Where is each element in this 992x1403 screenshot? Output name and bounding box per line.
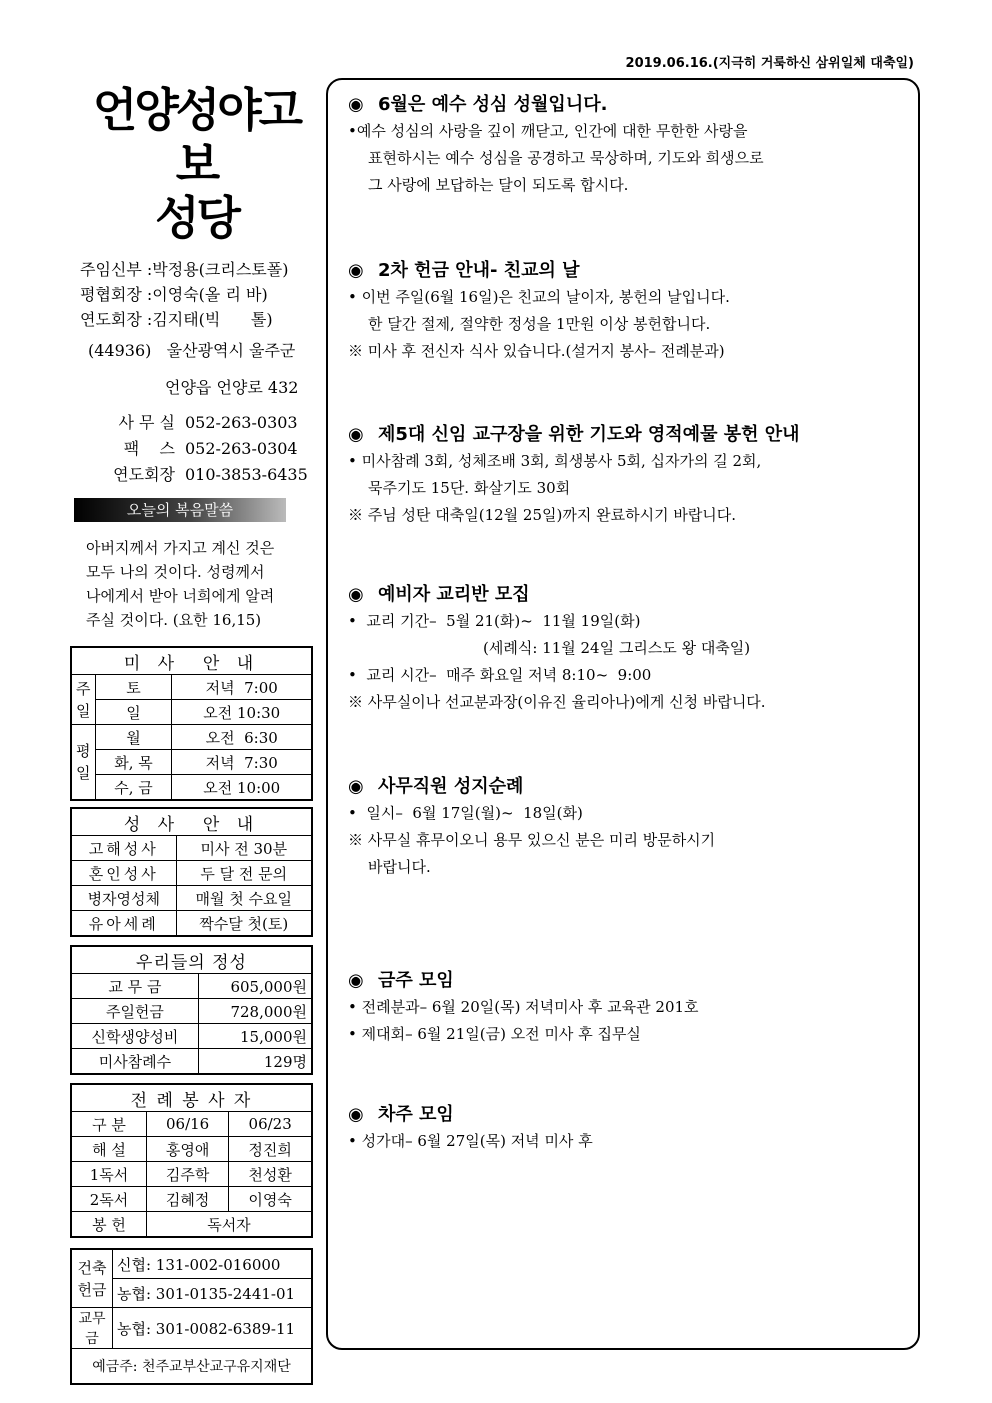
phone-label: 팩 스 bbox=[123, 439, 175, 458]
address-line2: 언양읍 언양로 432 bbox=[165, 378, 299, 397]
mass-schedule-title: 미 사 안 내 bbox=[71, 647, 312, 675]
bullet-icon: ◉ bbox=[348, 584, 364, 605]
account-holder: 예금주: 천주교부산교구유지재단 bbox=[71, 1349, 312, 1385]
liturgy-minister: 이영숙 bbox=[229, 1187, 312, 1212]
staff-council-president: 평협회장 :이영숙(올 리 바) bbox=[80, 285, 268, 304]
notice-title: 사무직원 성지순례 bbox=[378, 776, 524, 797]
sacrament-title: 성 사 안 내 bbox=[71, 808, 312, 836]
notice-line: • 제대회– 6월 21일(금) 오전 미사 후 집무실 bbox=[348, 1025, 641, 1043]
parish-title bbox=[78, 83, 315, 245]
notice-line: 한 달간 절제, 절약한 정성을 1만원 이상 봉헌합니다. bbox=[368, 315, 711, 333]
notice-title: 차주 모임 bbox=[378, 1104, 454, 1125]
notice-line: • 이번 주일(6월 16일)은 친교의 날이자, 봉헌의 날입니다. bbox=[348, 288, 730, 306]
notice-heading bbox=[348, 968, 908, 994]
offering-table bbox=[70, 945, 313, 1075]
notice-title: 금주 모임 bbox=[378, 970, 454, 991]
sunday-label: 주일 bbox=[71, 675, 95, 725]
offering-amount: 129명 bbox=[198, 1049, 312, 1075]
address-line1: (44936) 울산광역시 울주군 bbox=[88, 341, 296, 360]
notice-heading bbox=[348, 258, 908, 284]
notice-line: ※ 미사 후 전신자 식사 있습니다.(설거지 봉사– 전례분과) bbox=[348, 342, 725, 360]
liturgy-minister: 김혜정 bbox=[146, 1187, 228, 1212]
liturgy-col-header: 06/23 bbox=[229, 1112, 312, 1137]
left-column bbox=[70, 75, 315, 1385]
offering-item: 교 무 금 bbox=[71, 974, 198, 999]
mass-day: 화, 목 bbox=[95, 750, 172, 775]
mass-day: 일 bbox=[95, 700, 172, 725]
notice-heading bbox=[348, 422, 908, 448]
notice-line: • 미사참례 3회, 성체조배 3회, 희생봉사 5회, 십자가의 길 2회, bbox=[348, 452, 762, 470]
offering-item: 신학생양성비 bbox=[71, 1024, 198, 1049]
liturgy-table bbox=[70, 1083, 313, 1238]
phone-number: 052-263-0304 bbox=[185, 439, 298, 458]
phone-number: 010-3853-6435 bbox=[185, 465, 308, 484]
notice-section bbox=[348, 422, 908, 529]
bullet-icon: ◉ bbox=[348, 424, 364, 445]
notice-section bbox=[348, 774, 908, 881]
notice-line: • 일시– 6월 17일(월)~ 18일(화) bbox=[348, 804, 583, 822]
liturgy-offertory: 독서자 bbox=[146, 1212, 312, 1238]
offering-amount: 605,000원 bbox=[198, 974, 312, 999]
phone-label: 사 무 실 bbox=[118, 413, 175, 432]
notice-title: 2차 헌금 안내- 친교의 날 bbox=[378, 260, 580, 281]
mass-day: 월 bbox=[95, 725, 172, 750]
notice-line: (세례식: 11월 24일 그리스도 왕 대축일) bbox=[483, 639, 751, 657]
notice-section bbox=[348, 582, 908, 716]
weekday-label: 평일 bbox=[71, 725, 95, 801]
liturgy-role: 2독서 bbox=[71, 1187, 146, 1212]
mass-time: 오전 10:30 bbox=[172, 700, 312, 725]
notice-section bbox=[348, 1102, 908, 1155]
notice-line: ※ 사무실 휴무이오니 용무 있으신 분은 미리 방문하시기 bbox=[348, 831, 716, 849]
gospel-line: 나에게서 받아 너희에게 알려 bbox=[86, 587, 275, 605]
tithe-label: 교무금 bbox=[71, 1308, 113, 1349]
bullet-icon: ◉ bbox=[348, 94, 364, 115]
notice-heading bbox=[348, 92, 908, 118]
account-table bbox=[70, 1248, 313, 1385]
notice-line: ※ 주님 성탄 대축일(12월 25일)까지 완료하시기 바랍니다. bbox=[348, 506, 737, 524]
gospel-text bbox=[70, 536, 296, 632]
building-account: 신협: 131-002-016000 bbox=[113, 1249, 313, 1279]
address bbox=[70, 332, 315, 406]
notice-heading bbox=[348, 774, 908, 800]
mass-time: 오전 10:00 bbox=[172, 775, 312, 801]
notice-line: • 전례분과– 6월 20일(목) 저녁미사 후 교육관 201호 bbox=[348, 998, 699, 1016]
offering-title: 우리들의 정성 bbox=[71, 946, 312, 974]
phone-row bbox=[70, 436, 315, 462]
mass-time: 저녁 7:00 bbox=[172, 675, 312, 700]
notice-title: 예비자 교리반 모집 bbox=[378, 584, 530, 605]
bullet-icon: ◉ bbox=[348, 260, 364, 281]
bullet-icon: ◉ bbox=[348, 776, 364, 797]
notice-line: • 성가대– 6월 27일(목) 저녁 미사 후 bbox=[348, 1132, 593, 1150]
offering-item: 주일헌금 bbox=[71, 999, 198, 1024]
building-fund-label: 건축 헌금 bbox=[71, 1249, 113, 1308]
gospel-line: 주실 것이다. (요한 16,15) bbox=[86, 611, 262, 629]
notice-heading bbox=[348, 1102, 908, 1128]
offering-item: 미사참례수 bbox=[71, 1049, 198, 1075]
staff-pastor: 주임신부 :박정용(크리스토폴) bbox=[80, 260, 289, 279]
liturgy-col-header: 구 분 bbox=[71, 1112, 146, 1137]
sacrament-name: 혼인성사 bbox=[71, 861, 176, 886]
sacrament-info: 매월 첫 수요일 bbox=[176, 886, 312, 911]
staff-prayer-president: 연도회장 :김지태(빅 톨) bbox=[80, 310, 273, 329]
notice-line: 표현하시는 예수 성심을 공경하고 묵상하며, 기도와 희생으로 bbox=[368, 149, 764, 167]
sacrament-name: 병자영성체 bbox=[71, 886, 176, 911]
mass-time: 저녁 7:30 bbox=[172, 750, 312, 775]
gospel-line: 모두 나의 것이다. 성령께서 bbox=[86, 563, 265, 581]
sacrament-info: 두 달 전 문의 bbox=[176, 861, 312, 886]
liturgy-title: 전 례 봉 사 자 bbox=[71, 1084, 312, 1112]
notice-title: 제5대 신임 교구장을 위한 기도와 영적예물 봉헌 안내 bbox=[378, 424, 800, 445]
offering-amount: 728,000원 bbox=[198, 999, 312, 1024]
notice-section bbox=[348, 258, 908, 365]
mass-time: 오전 6:30 bbox=[172, 725, 312, 750]
bulletin-date: 2019.06.16.(지극히 거룩하신 삼위일체 대축일) bbox=[625, 56, 914, 71]
notice-section bbox=[348, 968, 908, 1048]
notice-line: 바랍니다. bbox=[368, 858, 431, 876]
notice-heading bbox=[348, 582, 908, 608]
phone-number: 052-263-0303 bbox=[185, 413, 298, 432]
phone-row bbox=[70, 462, 315, 488]
liturgy-minister: 천성환 bbox=[229, 1162, 312, 1187]
mass-day: 수, 금 bbox=[95, 775, 172, 801]
parish-title-line2: 성당 bbox=[155, 191, 238, 245]
notice-line: ※ 사무실이나 선교분과장(이유진 율리아나)에게 신청 바랍니다. bbox=[348, 693, 766, 711]
liturgy-minister: 정진희 bbox=[229, 1137, 312, 1162]
liturgy-minister: 홍영애 bbox=[146, 1137, 228, 1162]
mass-day: 토 bbox=[95, 675, 172, 700]
liturgy-minister: 김주학 bbox=[146, 1162, 228, 1187]
building-account: 농협: 301-0135-2441-01 bbox=[113, 1279, 313, 1308]
gospel-heading: 오늘의 복음말씀 bbox=[74, 498, 286, 522]
notice-line: • 교리 시간– 매주 화요일 저녁 8:10~ 9:00 bbox=[348, 666, 652, 684]
liturgy-role: 봉 헌 bbox=[71, 1212, 146, 1238]
sacrament-info: 짝수달 첫(토) bbox=[176, 911, 312, 937]
sacrament-info: 미사 전 30분 bbox=[176, 836, 312, 861]
notice-title: 6월은 예수 성심 성월입니다. bbox=[378, 94, 608, 115]
offering-amount: 15,000원 bbox=[198, 1024, 312, 1049]
notice-section bbox=[348, 92, 908, 199]
bullet-icon: ◉ bbox=[348, 1104, 364, 1125]
phone-row bbox=[70, 410, 315, 436]
mass-schedule-table bbox=[70, 646, 313, 801]
notice-line: 묵주기도 15단. 화살기도 30회 bbox=[368, 479, 571, 497]
phone-label: 연도회장 bbox=[113, 465, 175, 484]
staff-list bbox=[70, 257, 315, 332]
liturgy-role: 해 설 bbox=[71, 1137, 146, 1162]
phone-list bbox=[70, 410, 315, 488]
liturgy-col-header: 06/16 bbox=[146, 1112, 228, 1137]
notice-line: • 교리 기간– 5월 21(화)~ 11월 19일(화) bbox=[348, 612, 641, 630]
tithe-account: 농협: 301-0082-6389-11 bbox=[113, 1308, 313, 1349]
bullet-icon: ◉ bbox=[348, 970, 364, 991]
sacrament-table bbox=[70, 807, 313, 937]
parish-title-line1: 언양성야고보 bbox=[92, 83, 301, 191]
gospel-line: 아버지께서 가지고 계신 것은 bbox=[86, 539, 275, 557]
sacrament-name: 고해성사 bbox=[71, 836, 176, 861]
sacrament-name: 유아세례 bbox=[71, 911, 176, 937]
liturgy-role: 1독서 bbox=[71, 1162, 146, 1187]
notice-line: 그 사랑에 보답하는 달이 되도록 합시다. bbox=[368, 176, 629, 194]
notice-line: •예수 성심의 사랑을 깊이 깨닫고, 인간에 대한 무한한 사랑을 bbox=[348, 122, 748, 140]
notice-panel bbox=[326, 78, 920, 1350]
